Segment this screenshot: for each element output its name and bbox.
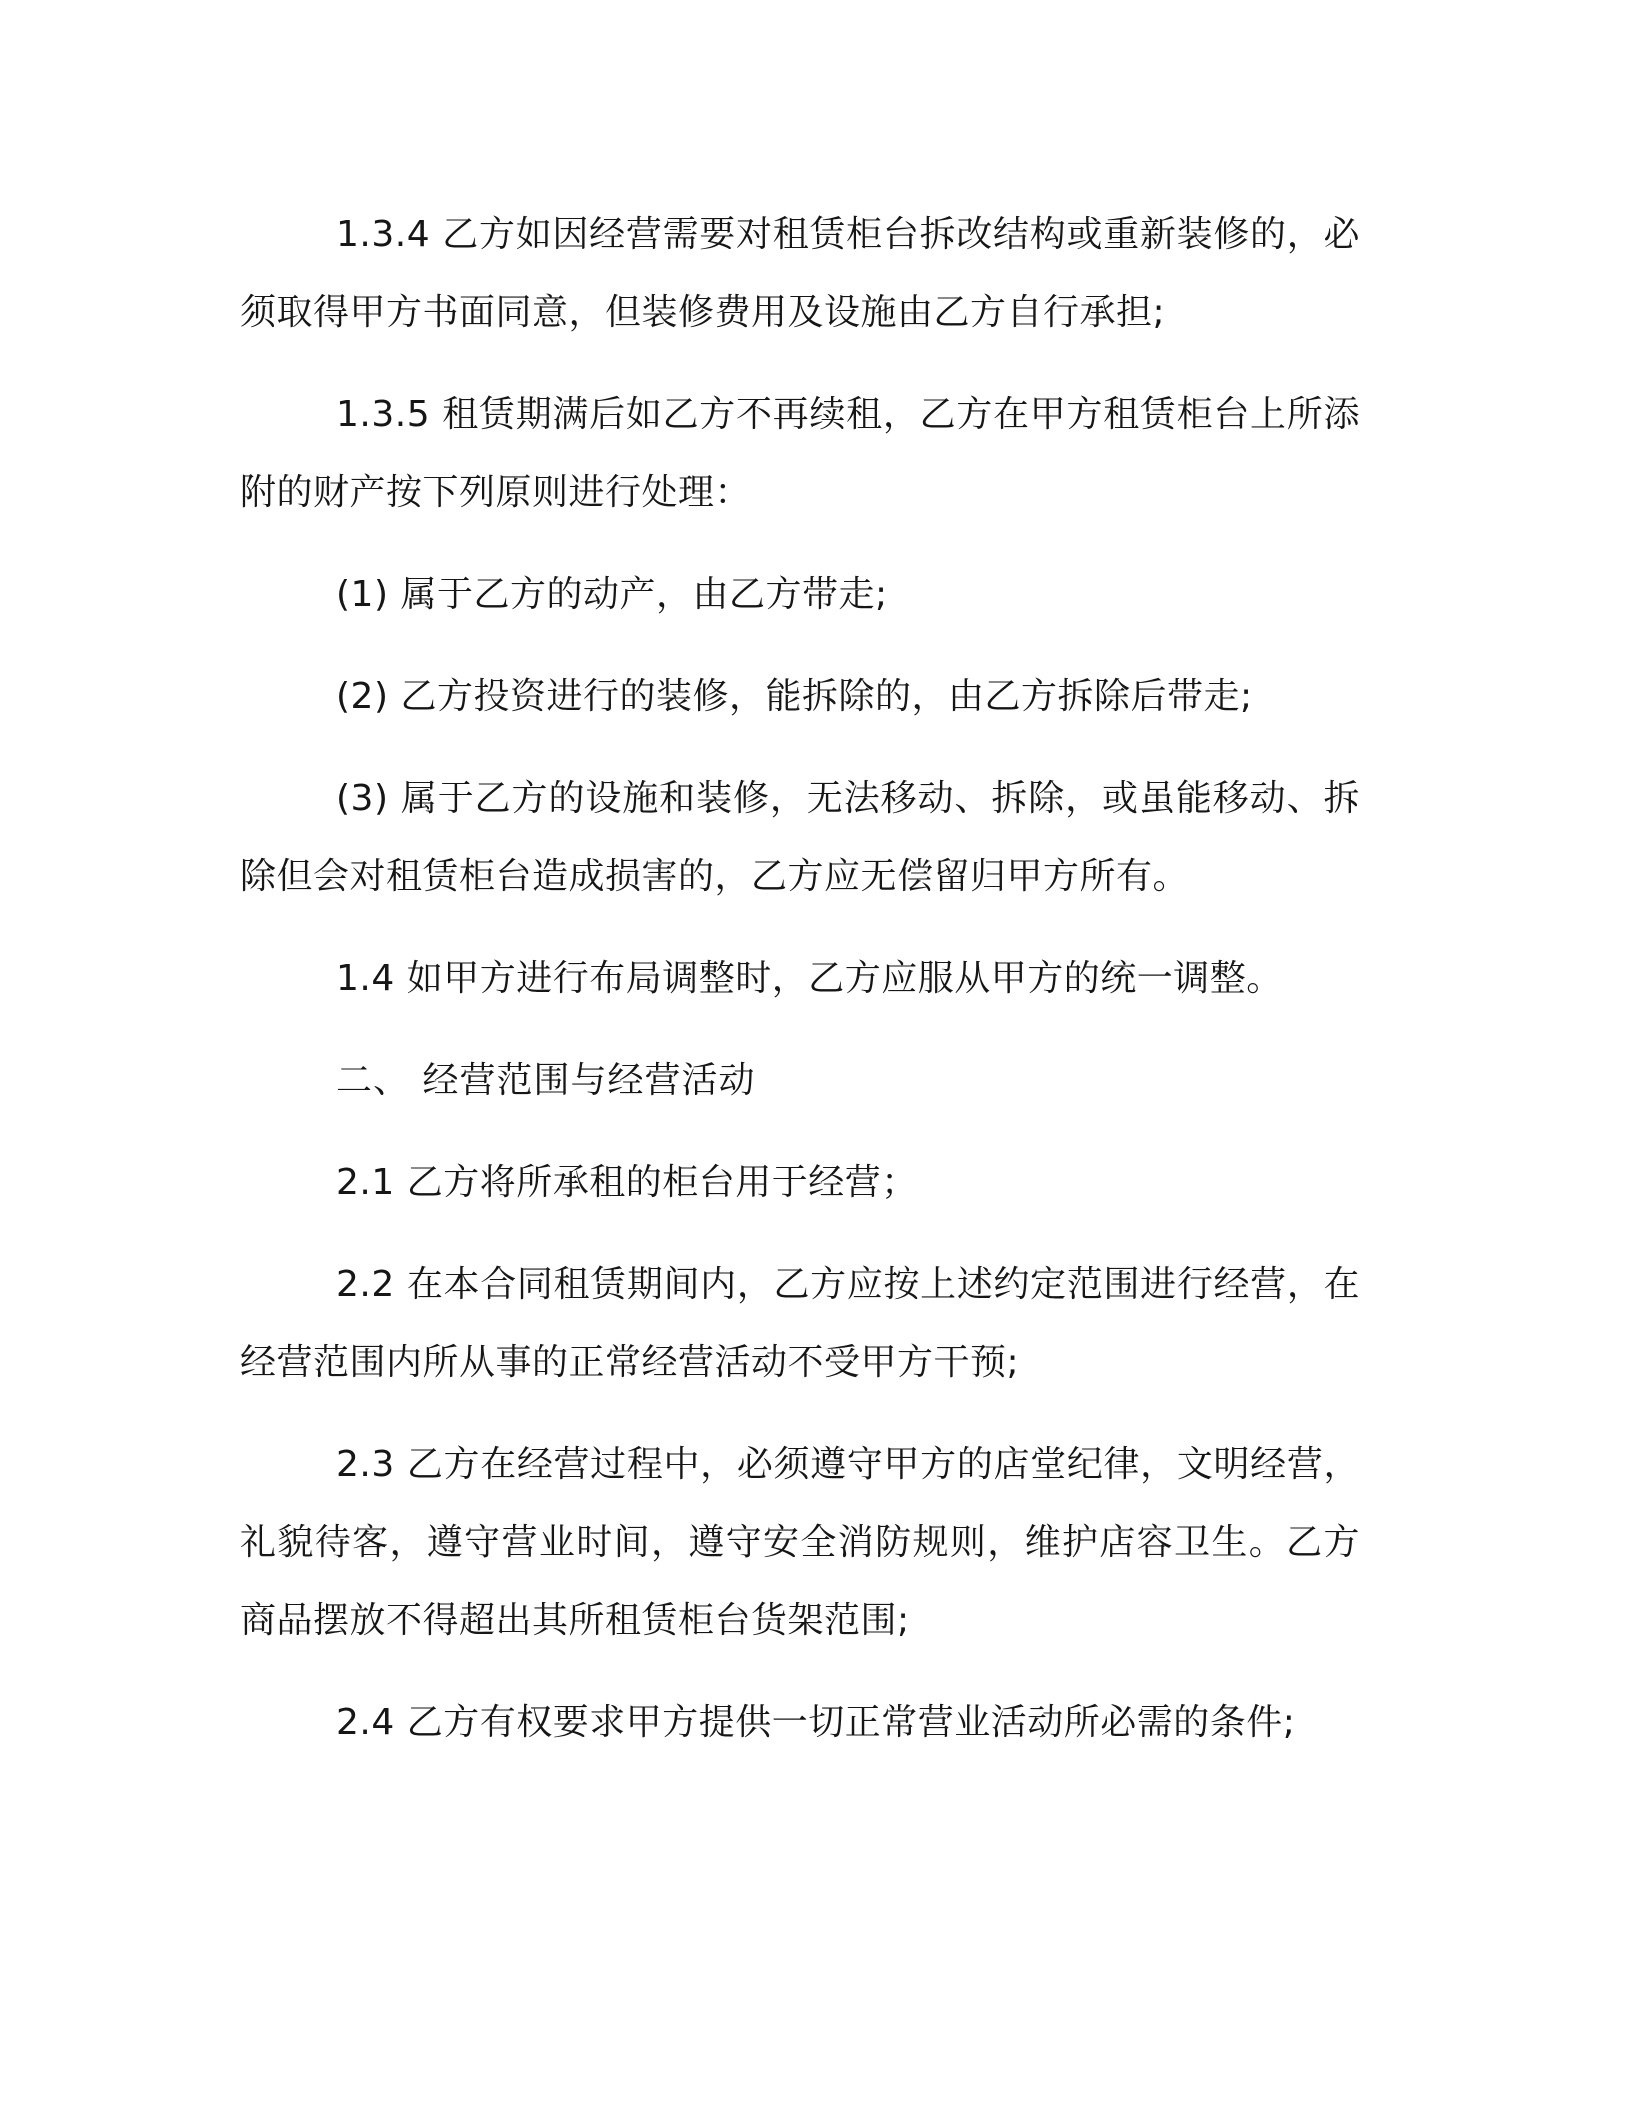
clause-1-3-5-item-2: (2) 乙方投资进行的装修，能拆除的，由乙方拆除后带走; (336, 676, 1253, 717)
clause-1-3-5-item-1: (1) 属于乙方的动产，由乙方带走; (336, 574, 888, 615)
clause-1-3-4: 1.3.4 乙方如因经营需要对租赁柜台拆改结构或重新装修的，必须取得甲方书面同意，但装修费用及设施由乙方自行承担; (240, 214, 1360, 333)
clause-2-1: 2.1 乙方将所承租的柜台用于经营； (336, 1162, 918, 1203)
clause-1-4: 1.4 如甲方进行布局调整时，乙方应服从甲方的统一调整。 (336, 958, 1283, 999)
clause-2-4: 2.4 乙方有权要求甲方提供一切正常营业活动所必需的条件; (336, 1702, 1296, 1743)
clause-1-3-5-item-3: (3) 属于乙方的设施和装修，无法移动、拆除，或虽能移动、拆除但会对租赁柜台造成损害的，乙方应无偿留归甲方所有。 (240, 778, 1360, 897)
document-page (240, 196, 1360, 1786)
clause-2-2: 2.2 在本合同租赁期间内，乙方应按上述约定范围进行经营，在经营范围内所从事的正常经营活动不受甲方干预; (240, 1264, 1360, 1383)
clause-1-3-5: 1.3.5 租赁期满后如乙方不再续租，乙方在甲方租赁柜台上所添附的财产按下列原则进行处理： (240, 394, 1360, 513)
section-heading-2: 二、 经营范围与经营活动 (336, 1060, 756, 1101)
clause-2-3: 2.3 乙方在经营过程中，必须遵守甲方的店堂纪律，文明经营，礼貌待客，遵守营业时间，遵守安全消防规则，维护店容卫生。乙方商品摆放不得超出其所租赁柜台货架范围; (240, 1444, 1360, 1641)
